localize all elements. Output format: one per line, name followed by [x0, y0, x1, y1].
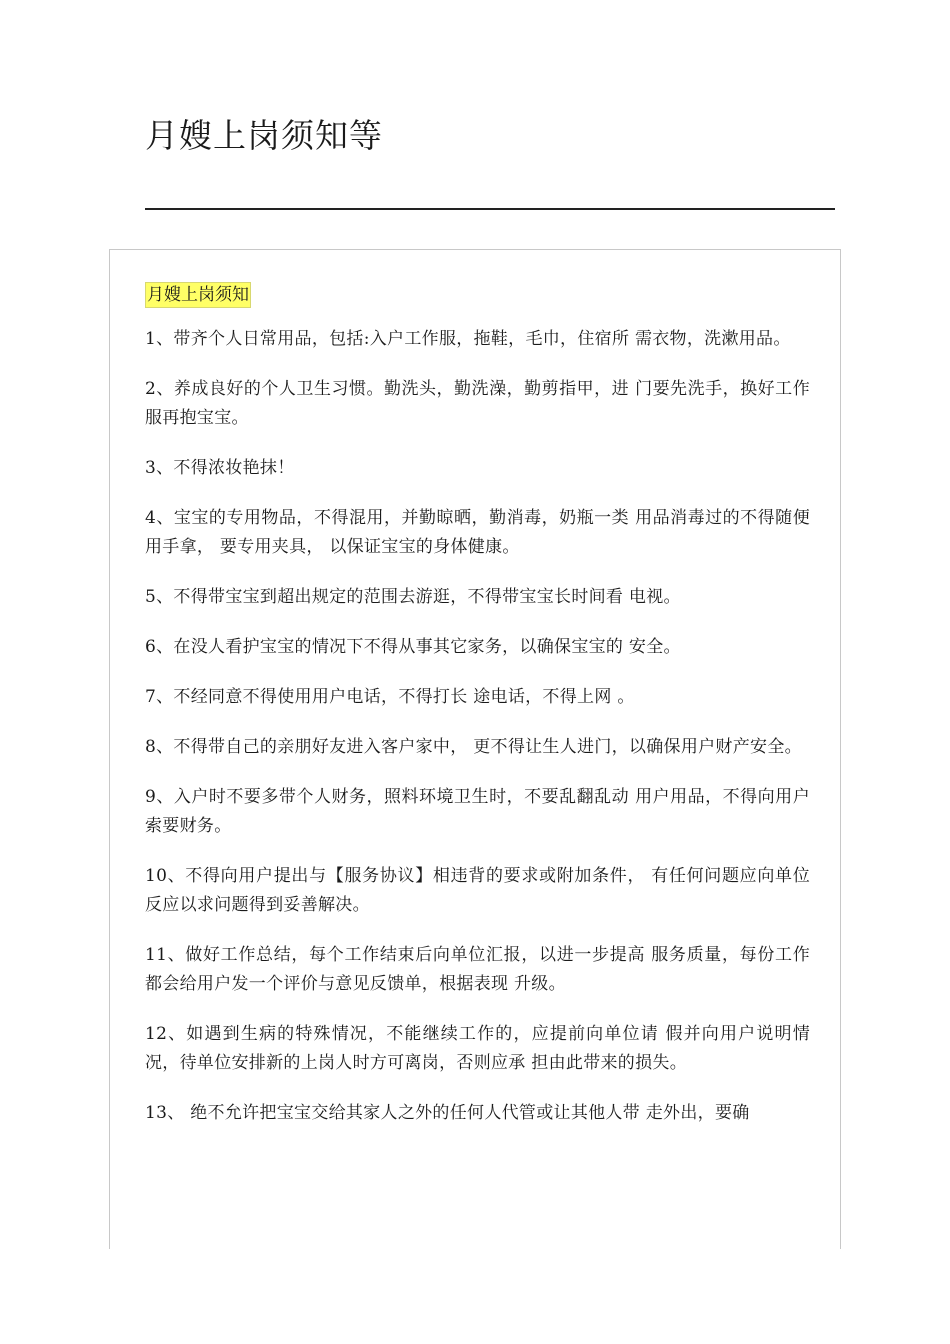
list-item: 13、 绝不允许把宝宝交给其家人之外的任何人代管或让其他人带 走外出，要确	[145, 1103, 750, 1123]
list-item: 11、做好工作总结，每个工作结束后向单位汇报，以进一步提高 服务质量，每份工作都会给用户发一个评价与意见反馈单，根据表现 升级。	[145, 945, 810, 994]
content-body	[145, 282, 810, 1149]
title-divider	[145, 208, 835, 210]
list-item: 2、养成良好的个人卫生习惯。勤洗头，勤洗澡，勤剪指甲，进 门要先洗手，换好工作服再抱宝宝。	[145, 379, 810, 428]
content-box	[109, 249, 841, 1249]
list-item: 12、如遇到生病的特殊情况，不能继续工作的，应提前向单位请 假并向用户说明情况，待单位安排新的上岗人时方可离岗，否则应承 担由此带来的损失。	[145, 1024, 810, 1073]
section-heading: 月嫂上岗须知	[145, 282, 251, 308]
list-item: 9、入户时不要多带个人财务，照料环境卫生时，不要乱翻乱动 用户用品，不得向用户索要财务。	[145, 787, 810, 836]
document-title: 月嫂上岗须知等	[145, 116, 383, 155]
list-item: 8、不得带自己的亲朋好友进入客户家中， 更不得让生人进门，以确保用户财产安全。	[145, 737, 802, 757]
list-item: 3、不得浓妆艳抹！	[145, 458, 295, 478]
list-item: 4、宝宝的专用物品，不得混用，并勤晾晒，勤消毒，奶瓶一类 用品消毒过的不得随便用手拿， 要专用夹具， 以保证宝宝的身体健康。	[145, 508, 810, 557]
list-item: 6、在没人看护宝宝的情况下不得从事其它家务，以确保宝宝的 安全。	[145, 637, 681, 657]
list-item: 10、不得向用户提出与【服务协议】相违背的要求或附加条件， 有任何问题应向单位反应以求问题得到妥善解决。	[145, 866, 810, 915]
list-item: 7、不经同意不得使用用户电话，不得打长 途电话，不得上网 。	[145, 687, 635, 707]
list-item: 1、带齐个人日常用品，包括:入户工作服，拖鞋，毛巾，住宿所 需衣物，洗漱用品。	[145, 329, 791, 349]
list-item: 5、不得带宝宝到超出规定的范围去游逛，不得带宝宝长时间看 电视。	[145, 587, 681, 607]
